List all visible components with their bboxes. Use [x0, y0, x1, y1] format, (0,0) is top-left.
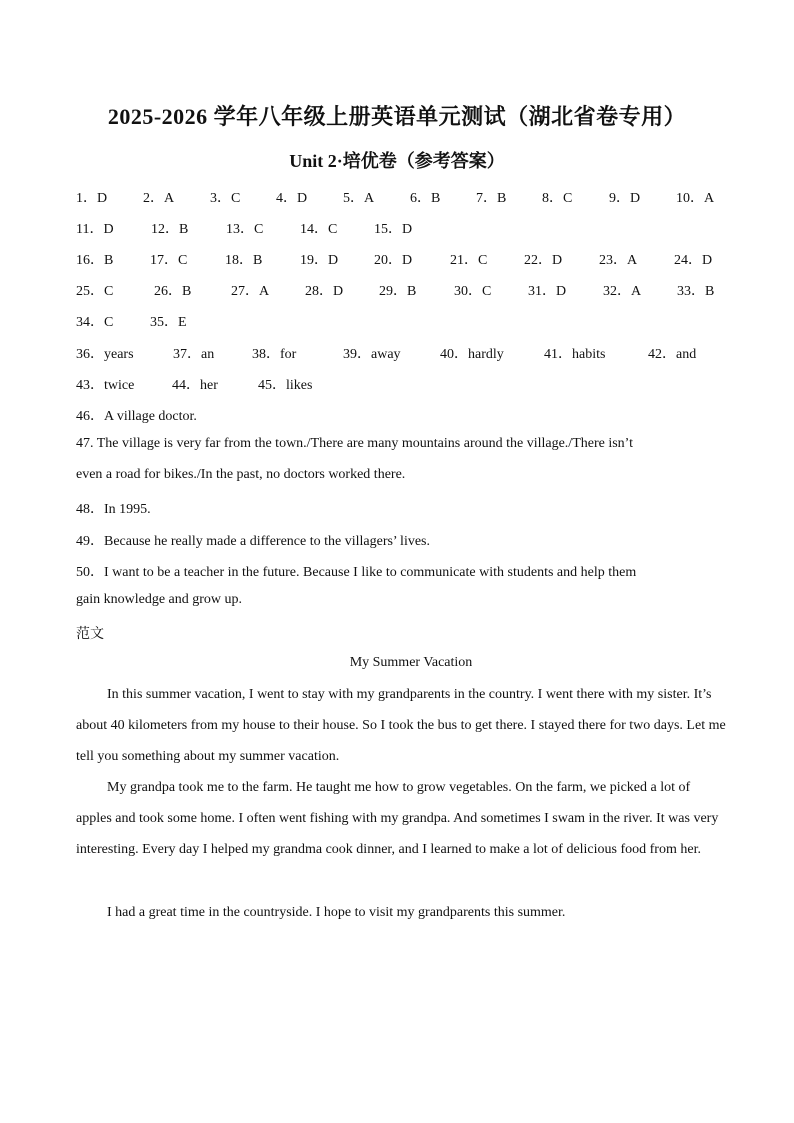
answer-46: 46．A village doctor.	[76, 409, 197, 424]
answer-22: 22．D	[524, 253, 563, 268]
answer-20: 20．D	[374, 253, 413, 268]
answer-31: 31．D	[528, 284, 567, 299]
answer-38: 38．for	[252, 347, 297, 362]
answer-48: 48．In 1995.	[76, 502, 151, 517]
answer-11: 11．D	[76, 222, 114, 237]
answer-27: 27．A	[231, 284, 270, 299]
answer-18: 18．B	[225, 253, 263, 268]
answer-13: 13．C	[226, 222, 264, 237]
answer-6: 6．B	[410, 191, 441, 206]
answer-50-line-2: gain knowledge and grow up.	[76, 592, 243, 607]
answer-43: 43．twice	[76, 378, 135, 393]
answer-32: 32．A	[603, 284, 642, 299]
answer-28: 28．D	[305, 284, 344, 299]
answer-39: 39．away	[343, 347, 401, 362]
answer-25: 25．C	[76, 284, 114, 299]
answer-9: 9．D	[609, 191, 641, 206]
page-subtitle: Unit 2·培优卷（参考答案）	[289, 151, 505, 171]
essay-label: 范文	[76, 627, 104, 642]
essay-paragraph-1: In this summer vacation, I went to stay with my grandparents in the country. I went there with my sister. It’s about 40 kilometers from my house to their house. So I took the bus to get there. I stayed there for two days. Let me tell you something about my summer vacation.	[76, 687, 726, 764]
answer-44: 44．her	[172, 378, 218, 393]
answer-19: 19．D	[300, 253, 339, 268]
answer-23: 23．A	[599, 253, 638, 268]
essay-title: My Summer Vacation	[349, 655, 473, 670]
answer-12: 12．B	[151, 222, 189, 237]
answer-33: 33．B	[677, 284, 715, 299]
answer-49: 49．Because he really made a difference to the villagers’ lives.	[76, 534, 430, 549]
answer-2: 2．A	[143, 191, 175, 206]
answer-50-line-1: 50．I want to be a teacher in the future. Because I like to communicate with students and help them	[76, 565, 637, 580]
answer-35: 35．E	[150, 315, 187, 330]
answer-36: 36．years	[76, 347, 134, 362]
page-title: 2025-2026 学年八年级上册英语单元测试（湖北省卷专用）	[107, 104, 687, 129]
answer-47-line-1: 47. The village is very far from the town./There are many mountains around the village./There isn’t	[76, 436, 633, 451]
answer-10: 10．A	[676, 191, 715, 206]
essay-paragraph-3: I had a great time in the countryside. I hope to visit my grandparents this summer.	[107, 905, 566, 920]
answer-37: 37．an	[173, 347, 215, 362]
answer-5: 5．A	[343, 191, 375, 206]
answer-4: 4．D	[276, 191, 308, 206]
answer-41: 41．habits	[544, 347, 606, 362]
answer-34: 34．C	[76, 315, 114, 330]
answer-30: 30．C	[454, 284, 492, 299]
essay-paragraph-2: My grandpa took me to the farm. He taught me how to grow vegetables. On the farm, we picked a lot of apples and took some home. I often went fishing with my grandpa. And sometimes I swam in the river. It was very interesting. Every day I helped my grandma cook dinner, and I learned to make a lot of delicious food from her.	[76, 780, 719, 857]
answer-15: 15．D	[374, 222, 413, 237]
answer-21: 21．C	[450, 253, 488, 268]
answer-29: 29．B	[379, 284, 417, 299]
answer-14: 14．C	[300, 222, 338, 237]
answer-7: 7．B	[476, 191, 507, 206]
answer-16: 16．B	[76, 253, 114, 268]
answer-26: 26．B	[154, 284, 192, 299]
answer-47-line-2: even a road for bikes./In the past, no doctors worked there.	[76, 467, 406, 482]
answer-40: 40．hardly	[440, 347, 504, 362]
answer-24: 24．D	[674, 253, 713, 268]
answer-8: 8．C	[542, 191, 573, 206]
answer-3: 3．C	[210, 191, 241, 206]
answer-1: 1．D	[76, 191, 108, 206]
answer-45: 45．likes	[258, 378, 313, 393]
answer-42: 42．and	[648, 347, 697, 362]
answer-17: 17．C	[150, 253, 188, 268]
